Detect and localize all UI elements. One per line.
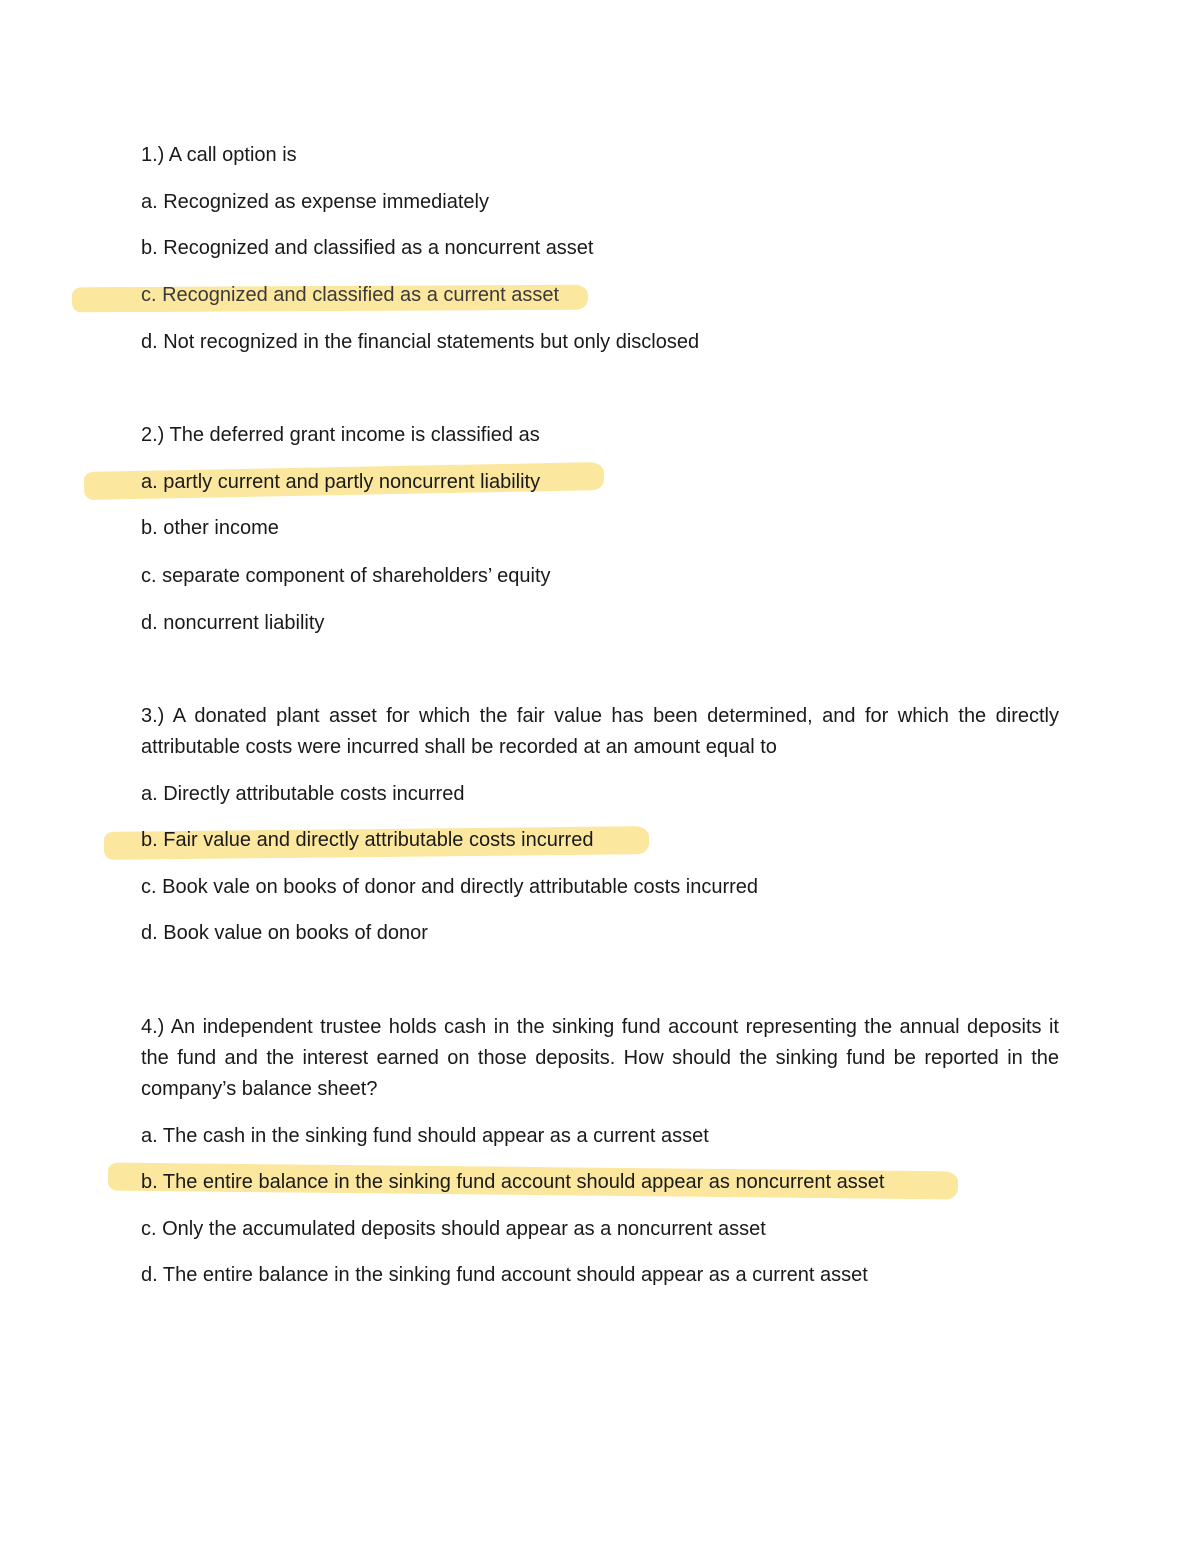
question-3-option-c: c. Book vale on books of donor and directly attributable costs incurred xyxy=(141,876,759,898)
question-1-text: 1.) A call option is xyxy=(141,144,297,166)
question-4-text: 4.) An independent trustee holds cash in the sinking fund account representing the annual deposits it the fund and the interest earned on those deposits. How should the sinking fund be reported in the company’s balance sheet? xyxy=(141,1016,1059,1100)
question-1-option-c: c. Recognized and classified as a current asset xyxy=(141,284,559,306)
question-2-option-c: c. separate component of shareholders’ equity xyxy=(141,565,551,587)
question-2-text: 2.) The deferred grant income is classified as xyxy=(141,424,540,446)
question-3-text: 3.) A donated plant asset for which the fair value has been determined, and for which the directly attributable costs were incurred shall be recorded at an amount equal to xyxy=(141,705,1059,758)
question-4-option-c: c. Only the accumulated deposits should appear as a noncurrent asset xyxy=(141,1218,766,1240)
question-2-option-d: d. noncurrent liability xyxy=(141,612,325,634)
question-4-option-d: d. The entire balance in the sinking fund account should appear as a current asset xyxy=(141,1264,868,1286)
question-4-option-a: a. The cash in the sinking fund should appear as a current asset xyxy=(141,1125,709,1147)
question-2-option-a: a. partly current and partly noncurrent liability xyxy=(141,471,541,493)
question-1-option-a: a. Recognized as expense immediately xyxy=(141,191,489,213)
question-1-option-d: d. Not recognized in the financial statements but only disclosed xyxy=(141,331,700,353)
question-3-option-b: b. Fair value and directly attributable costs incurred xyxy=(141,829,594,851)
question-4-option-b: b. The entire balance in the sinking fund account should appear as noncurrent asset xyxy=(141,1171,885,1193)
question-3-option-a: a. Directly attributable costs incurred xyxy=(141,783,465,805)
question-3-option-d: d. Book value on books of donor xyxy=(141,922,428,944)
question-1-option-b: b. Recognized and classified as a noncurrent asset xyxy=(141,237,594,259)
question-2-option-b: b. other income xyxy=(141,517,279,539)
